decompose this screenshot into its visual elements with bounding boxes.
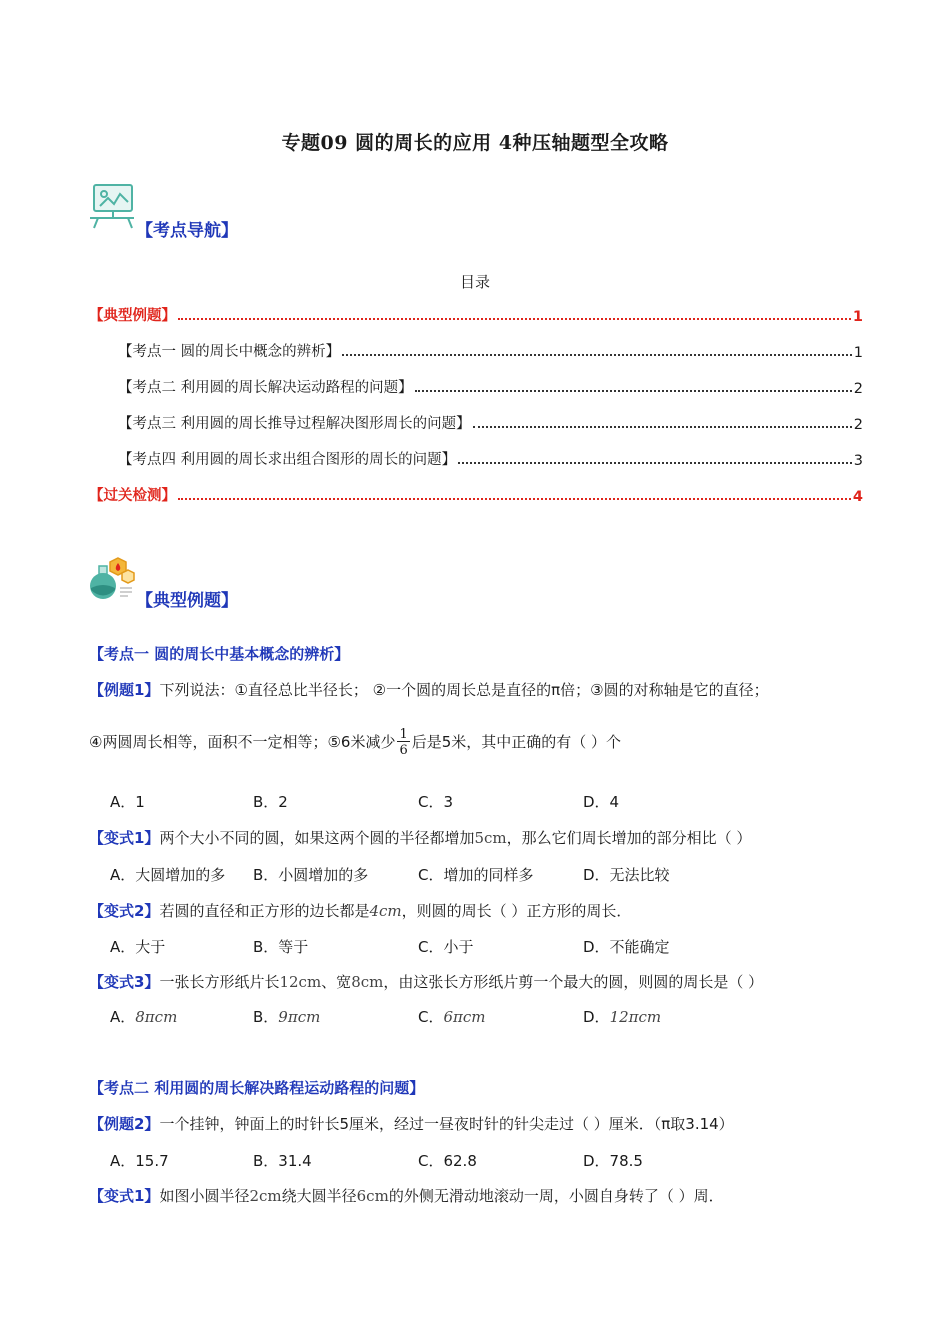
ex2-option-b[interactable]: B．31.4 xyxy=(253,1152,312,1170)
v1-text-b: ，那么它们周长增加的部分相比（ ） xyxy=(506,829,752,847)
v1-option-a[interactable]: A．大圆增加的多 xyxy=(110,866,226,884)
toc-label: 【考点四 利用圆的周长求出组合图形的周长的问题】 xyxy=(118,452,457,468)
ex2-option-d[interactable]: D．78.5 xyxy=(583,1152,643,1170)
option-math: 12πcm xyxy=(609,1008,662,1026)
v2-text-b: ，则圆的周长（ ）正方形的周长． xyxy=(401,902,632,920)
toc-leader xyxy=(178,317,851,320)
toc-leader xyxy=(473,425,852,428)
ex1-option-b[interactable]: B．2 xyxy=(253,793,288,811)
toc-label: 【过关检测】 xyxy=(89,488,176,504)
v2-option-a[interactable]: A．大于 xyxy=(110,938,166,956)
option-letter: D． xyxy=(583,1008,610,1026)
v2-line xyxy=(89,900,631,921)
ex1-option-d[interactable]: D．4 xyxy=(583,793,620,811)
toc-leader xyxy=(178,497,851,500)
toc-heading: 目录 xyxy=(459,273,490,291)
toc-row[interactable] xyxy=(118,340,863,361)
kp1-heading: 【考点一 圆的周长中基本概念的辨析】 xyxy=(89,645,350,663)
option-math: 8πcm xyxy=(135,1008,178,1026)
toc-page: 2 xyxy=(853,417,863,433)
kp2-v1-math-2: 6cm xyxy=(356,1187,389,1205)
ex1-line2 xyxy=(89,728,621,757)
v3-math-2: 8cm xyxy=(351,973,384,991)
ex1-text-2a: ④两圆周长相等，面积不一定相等；⑤6米减少 xyxy=(89,733,396,751)
toc-label: 【考点三 利用圆的周长推导过程解决图形周长的问题】 xyxy=(118,416,471,432)
toc-page: 2 xyxy=(853,381,863,397)
frac-denominator: 6 xyxy=(399,743,408,758)
v3-option-b[interactable] xyxy=(253,1006,320,1027)
v1-math: 5cm xyxy=(474,829,507,847)
v3-tag: 【变式3】 xyxy=(89,973,160,991)
v3-text-c: ，由这张长方形纸片剪一个最大的圆，则圆的周长是（ ） xyxy=(383,973,764,991)
option-letter: C． xyxy=(418,1008,444,1026)
option-math: 6πcm xyxy=(443,1008,486,1026)
v1-option-d[interactable]: D．无法比较 xyxy=(583,866,670,884)
option-letter: A． xyxy=(110,1008,136,1026)
kp2-v1-text-a: 如图小圆半径 xyxy=(159,1187,250,1205)
flask-icon xyxy=(88,554,136,602)
toc-label: 【考点二 利用圆的周长解决运动路程的问题】 xyxy=(118,380,413,396)
frac-numerator: 1 xyxy=(399,727,408,742)
ex2-option-a[interactable]: A．15.7 xyxy=(110,1152,169,1170)
toc-row[interactable] xyxy=(89,484,863,505)
ex2-tag: 【例题2】 xyxy=(89,1115,160,1133)
page-title: 专题09 圆的周长的应用 4种压轴题型全攻略 xyxy=(281,132,669,154)
ex1-tag: 【例题1】 xyxy=(89,681,160,699)
ex1-line1 xyxy=(89,679,769,700)
toc-page: 1 xyxy=(853,345,863,361)
v2-option-d[interactable]: D．不能确定 xyxy=(583,938,670,956)
v3-option-c[interactable] xyxy=(418,1006,486,1027)
kp2-v1-text-c: 的外侧无滑动地滚动一周，小圆自身转了（ ）周． xyxy=(388,1187,724,1205)
toc-row[interactable] xyxy=(118,448,863,469)
v2-option-b[interactable]: B．等于 xyxy=(253,938,309,956)
v1-option-b[interactable]: B．小圆增加的多 xyxy=(253,866,369,884)
toc-label: 【考点一 圆的周长中概念的辨析】 xyxy=(118,344,341,360)
v2-option-c[interactable]: C．小于 xyxy=(418,938,474,956)
ex1-text-2b: 后是5米，其中正确的有（ ）个 xyxy=(411,733,622,751)
kp2-v1-line xyxy=(89,1185,724,1206)
fraction-one-sixth xyxy=(397,728,409,757)
v1-option-c[interactable]: C．增加的同样多 xyxy=(418,866,534,884)
kp2-v1-tag: 【变式1】 xyxy=(89,1187,160,1205)
kp2-v1-math-1: 2cm xyxy=(249,1187,282,1205)
v2-tag: 【变式2】 xyxy=(89,902,160,920)
ex1-option-a[interactable]: A．1 xyxy=(110,793,145,811)
toc-label: 【典型例题】 xyxy=(89,308,176,324)
toc-leader xyxy=(458,461,852,464)
v3-option-a[interactable] xyxy=(110,1006,177,1027)
kp2-heading: 【考点二 利用圆的周长解决路程运动路程的问题】 xyxy=(89,1079,425,1097)
v1-line xyxy=(89,827,751,848)
nav-heading: 【考点导航】 xyxy=(136,221,238,241)
ex1-text-1: 下列说法：①直径总比半径长； ②一个圆的周长总是直径的π倍；③圆的对称轴是它的直径； xyxy=(159,681,769,699)
toc-leader xyxy=(415,389,852,392)
v1-text-a: 两个大小不同的圆，如果这两个圆的半径都增加 xyxy=(159,829,475,847)
toc-page: 4 xyxy=(852,489,863,505)
toc-row[interactable] xyxy=(118,376,863,397)
ex1-option-c[interactable]: C．3 xyxy=(418,793,454,811)
option-letter: B． xyxy=(253,1008,279,1026)
v3-line xyxy=(89,971,763,992)
kp2-v1-text-b: 绕大圆半径 xyxy=(281,1187,357,1205)
v1-tag: 【变式1】 xyxy=(89,829,160,847)
ex2-option-c[interactable]: C．62.8 xyxy=(418,1152,477,1170)
v3-math-1: 12cm xyxy=(279,973,322,991)
toc-page: 1 xyxy=(852,309,863,325)
presentation-board-icon xyxy=(88,180,138,230)
v2-text-a: 若圆的直径和正方形的边长都是 xyxy=(159,902,370,920)
v3-option-d[interactable] xyxy=(583,1006,661,1027)
toc-row[interactable] xyxy=(118,412,863,433)
ex2-text: 一个挂钟，钟面上的时针长5厘米，经过一昼夜时针的针尖走过（ ）厘米．（π取3.14） xyxy=(159,1115,734,1133)
v3-text-a: 一张长方形纸片长 xyxy=(159,973,280,991)
toc-row[interactable] xyxy=(89,304,863,325)
toc-page: 3 xyxy=(853,453,863,469)
option-math: 9πcm xyxy=(278,1008,321,1026)
v3-text-b: 、宽 xyxy=(321,973,352,991)
v2-math: 4cm xyxy=(369,902,402,920)
ex2-line xyxy=(89,1113,734,1134)
examples-heading: 【典型例题】 xyxy=(136,591,238,611)
toc-leader xyxy=(342,353,852,356)
